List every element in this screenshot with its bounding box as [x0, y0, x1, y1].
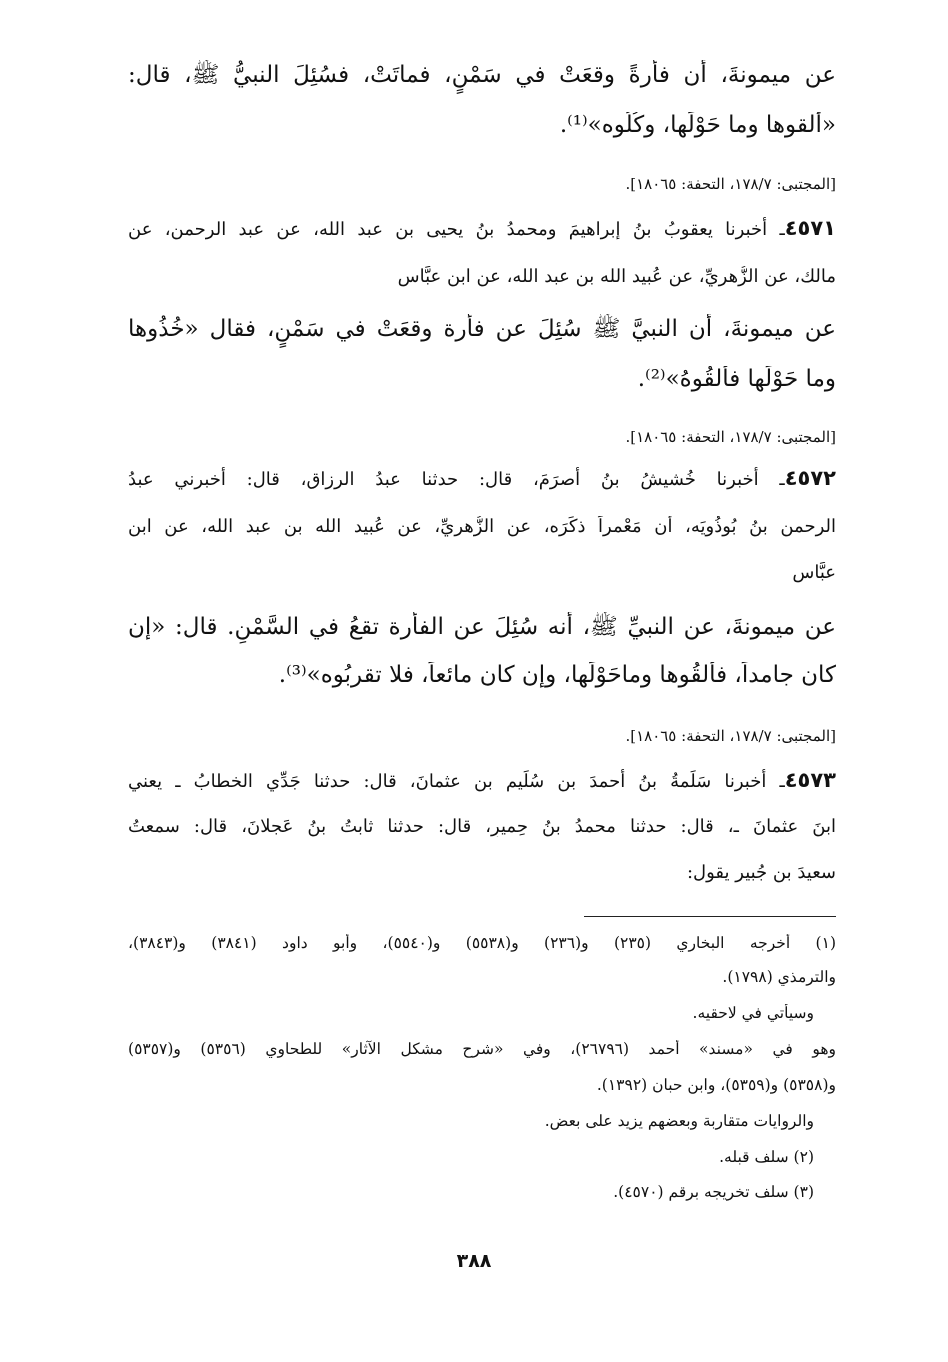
footnote-line: والترمذي (١٧٩٨). — [722, 968, 836, 986]
isnad-line: عبَّاس — [792, 562, 836, 583]
footnote-line: وهو في «مسند» أحمد (٢٦٧٩٦)، وفي «شرح مشكل الآثار» للطحاوي (٥٣٥٦) و(٥٣٥٧) — [128, 1040, 836, 1058]
isnad-line: مالك، عن الزُّهريِّ، عن عُبيد الله بن عبد الله، عن ابن عبَّاس — [397, 266, 836, 287]
isnad-line — [128, 216, 836, 240]
footnote-line: و(٥٣٥٨) و(٥٣٥٩)، وابن حبان (١٣٩٢). — [596, 1076, 836, 1094]
hadith-text-line: عن ميمونةَ، أن فأرةً وقعَتْ في سَمْنٍ، فماتَتْ، فسُئِلَ النبيُّ ﷺ، قال: — [128, 62, 836, 88]
hadith-text-line: كان جامداً، فألقُوها وماحَوْلَها، وإن كان مائعاً، فلا تقربُوه»⁽³⁾. — [278, 662, 836, 688]
hadith-number: ٤٥٧٣ — [784, 768, 836, 792]
isnad-line: ابنَ عثمانَ ـ، قال: حدثنا محمدُ بنُ حِميرٍ، قال: حدثنا ثابتُ بنُ عَجلانَ، قال: سمعتُ — [128, 816, 836, 837]
isnad-text: ـ أخبرنا يعقوبُ بنُ إبراهيمَ ومحمدُ بنُ يحيى بن عبد الله، عن عبد الرحمن، عن — [128, 219, 785, 240]
hadith-text-line: «ألقوها وما حَوْلَها، وكُلُوه»⁽¹⁾. — [559, 112, 836, 138]
isnad-text: ـ أخبرنا سَلَمةُ بنُ أحمدَ بن سُلَيم بن عثمانَ، قال: حدثنا جَدِّي الخطابُ ـ يعني — [128, 771, 785, 792]
reference-line: [المجتبى: ١٧٨/٧، التحفة: ١٨٠٦٥]. — [625, 428, 836, 446]
hadith-number: ٤٥٧١ — [784, 216, 836, 240]
isnad-text: ـ أخبرنا خُشيشُ بنُ أصرَمَ، قال: حدثنا عبدُ الرزاق، قال: أخبرني عبدُ — [128, 469, 785, 490]
reference-line: [المجتبى: ١٧٨/٧، التحفة: ١٨٠٦٥]. — [625, 175, 836, 193]
footnote-line: (٣) سلف تخريجه برقم (٤٥٧٠). — [613, 1183, 814, 1201]
hadith-text-line: عن ميمونةَ، عن النبيِّ ﷺ، أنه سُئِلَ عن الفأرة تقعُ في السَّمْنِ. قال: «إن — [128, 614, 836, 640]
hadith-number: ٤٥٧٢ — [784, 466, 836, 490]
footnote-line: وسيأتي في لاحقيه. — [692, 1004, 814, 1022]
reference-line: [المجتبى: ١٧٨/٧، التحفة: ١٨٠٦٥]. — [625, 727, 836, 745]
isnad-line: سعيدَ بن جُبير يقول: — [686, 862, 836, 883]
isnad-line — [128, 768, 836, 792]
isnad-line: الرحمن بنُ بُوذُويَه، أن مَعْمراً ذكَرَه، عن الزُّهريِّ، عن عُبيد الله بن عبد الله، عن ابن — [128, 516, 836, 537]
footnote-line: (٢) سلف قبله. — [719, 1148, 814, 1166]
footnote-line: والروايات متقاربة وبعضهم يزيد على بعض. — [544, 1112, 814, 1130]
hadith-text-line: عن ميمونةَ، أن النبيَّ ﷺ سُئِلَ عن فأرة وقعَتْ في سَمْنٍ، فقال «خُذُوها — [128, 316, 836, 342]
footnote-line: (١) أخرجه البخاري (٢٣٥) و(٢٣٦) و(٥٥٣٨) و(٥٥٤٠)، وأبو داود (٣٨٤١) و(٣٨٤٣)، — [128, 934, 836, 952]
footnote-separator — [584, 916, 836, 917]
page-number: ٣٨٨ — [456, 1250, 492, 1272]
isnad-line — [128, 466, 836, 490]
hadith-text-line: وما حَوْلَها فألقُوهُ»⁽²⁾. — [637, 366, 836, 392]
